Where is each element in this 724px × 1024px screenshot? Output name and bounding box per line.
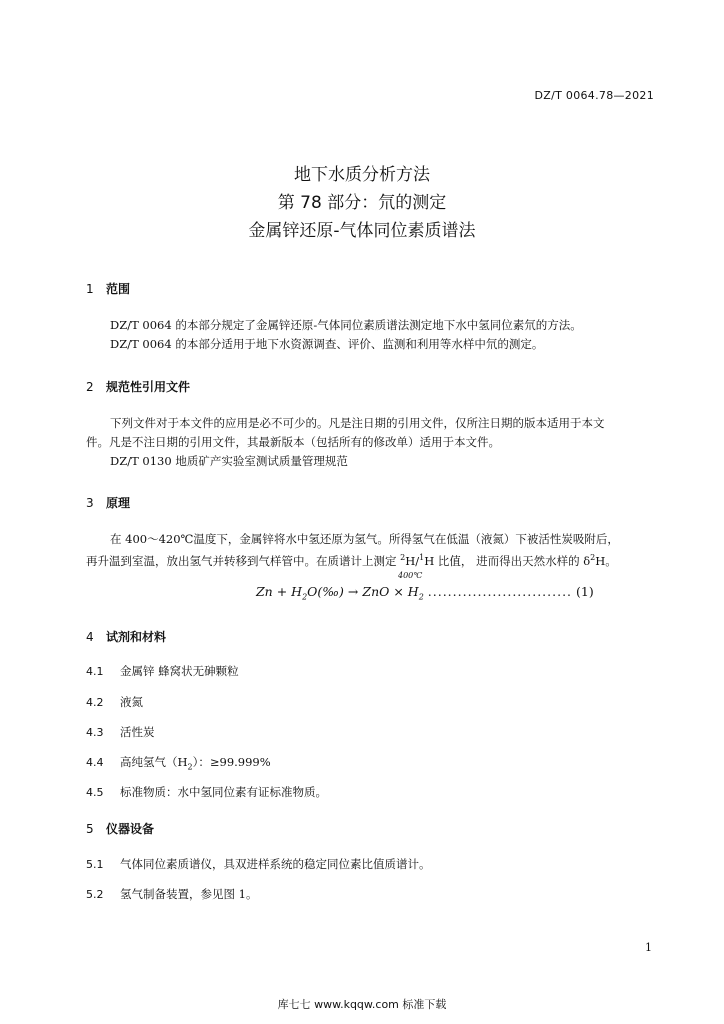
section-5-heading: 5 仪器设备	[86, 822, 155, 836]
section-3-heading: 3 原理	[86, 496, 131, 510]
list-item: 5.1 气体同位素质谱仪，具双进样系统的稳定同位素比值质谱计。	[86, 857, 431, 871]
section-4-heading: 4 试剂和材料	[86, 630, 167, 644]
footer-watermark: 库七七 www.kqqw.com 标准下载	[277, 998, 447, 1011]
page-number: 1	[645, 941, 652, 954]
section-2-para-line-1: 下列文件对于本文件的应用是必不可少的。凡是注日期的引用文件，仅所注日期的版本适用于本文	[110, 416, 605, 430]
section-3-para-line-2: 再升温到室温，放出氢气并转移到气样管中。在质谱计上测定 $^2$H/$^1$H 比值， 进而得出天然水样的 $\delta^2H$。	[86, 553, 617, 568]
section-2-para-line-2: 件。凡是不注日期的引用文件，其最新版本（包括所有的修改单）适用于本文件。	[86, 435, 500, 449]
standard-code: DZ/T 0064.78—2021	[534, 89, 654, 102]
normative-reference: DZ/T 0130 地质矿产实验室测试质量管理规范	[110, 454, 348, 468]
title-line-1: 地下水质分析方法	[294, 165, 430, 185]
list-item: 4.4 高纯氢气$(H_2)$：≥99.999%	[86, 755, 271, 772]
list-item: 4.5 标准物质：水中氢同位素有证标准物质。	[86, 785, 327, 799]
reaction-equation: $Zn + H_2O(‰)$ → ZnO × $H_2$ ............................. (1)	[256, 584, 594, 602]
section-3-para-line-1: 在 400～420℃温度下，金属锌将水中氢还原为氢气。所得氢气在低温（液氮）下被活性炭吸附后，	[110, 532, 619, 546]
title-line-3: 金属锌还原-气体同位素质谱法	[248, 221, 476, 241]
section-1-para-2: DZ/T 0064 的本部分适用于地下水资源调查、评价、监测和利用等水样中氘的测定。	[110, 337, 544, 351]
reaction-condition: 400℃	[398, 571, 423, 580]
list-item: 5.2 氢气制备装置，参见图 1。	[86, 887, 258, 901]
section-2-heading: 2 规范性引用文件	[86, 380, 191, 394]
list-item: 4.2 液氮	[86, 695, 143, 709]
list-item: 4.1 金属锌 蜂窝状无砷颗粒	[86, 664, 239, 678]
section-1-heading: 1 范围	[86, 282, 131, 296]
equation-number: (1)	[576, 584, 594, 599]
list-item: 4.3 活性炭	[86, 725, 155, 739]
section-1-para-1: DZ/T 0064 的本部分规定了金属锌还原-气体同位素质谱法测定地下水中氢同位素氘的方法。	[110, 318, 582, 332]
title-line-2: 第 78 部分：氘的测定	[277, 193, 447, 213]
